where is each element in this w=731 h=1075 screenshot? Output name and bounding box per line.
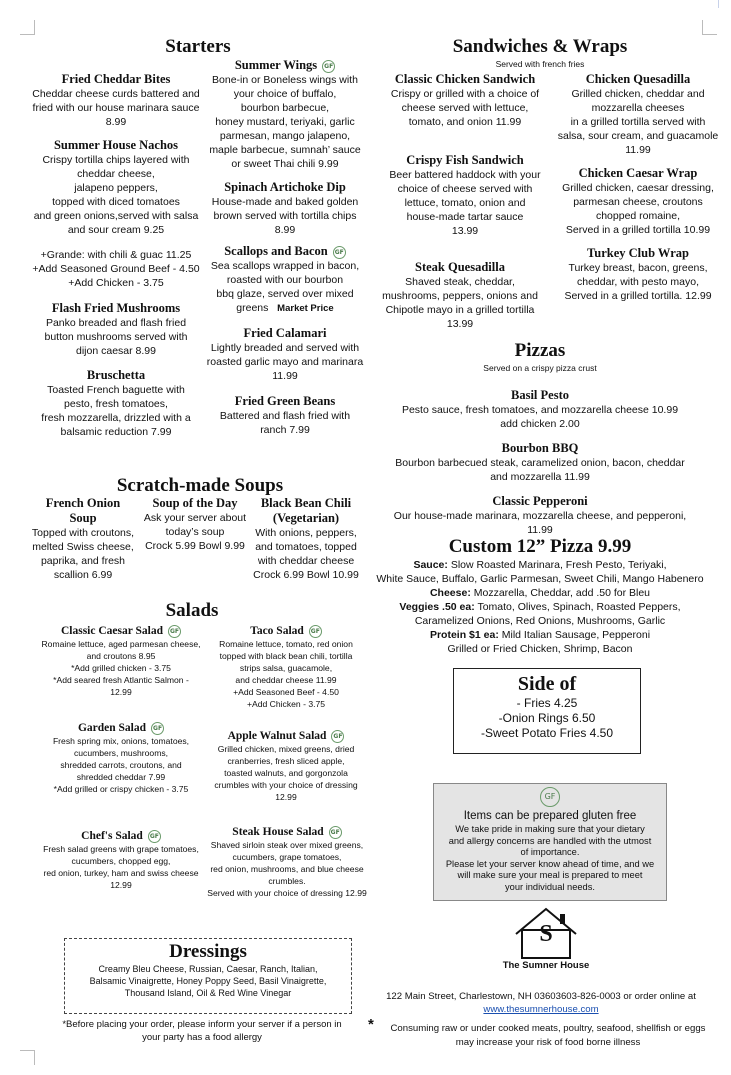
item-desc-line: With onions, peppers, — [255, 527, 357, 539]
item-name: Chicken Quesadilla — [585, 72, 691, 86]
item-desc-line: 13.99 — [446, 318, 474, 330]
soup-item — [250, 496, 362, 582]
item-name: Steak House Salad — [232, 826, 324, 839]
item-desc-line: in a grilled tortilla served with — [570, 116, 706, 128]
item-desc-line: honey mustard, teriyaki, garlic — [215, 116, 355, 128]
gluten-free-line: and allergy concerns are handled with the utmost — [448, 835, 652, 846]
item-desc-line: Chipotle mayo in a grilled tortilla — [385, 304, 535, 316]
item-desc-line: shredded carrots, croutons, and — [60, 760, 182, 770]
item-name: Classic Pepperoni — [492, 494, 588, 508]
item-desc-line: Grilled chicken, caesar dressing, — [562, 182, 714, 194]
item-name: Turkey Club Wrap — [587, 246, 689, 260]
item-name-line: French Onion — [45, 496, 121, 510]
veggies-row — [376, 600, 704, 614]
item-desc-line: bbq glaze, served over mixed — [216, 288, 354, 300]
item-desc-line: topped with black bean chili, tortilla — [219, 651, 353, 661]
crop-mark-top-right — [702, 20, 717, 35]
item-desc-line: Pesto sauce, fresh tomatoes, and mozzarella cheese 10.99 — [401, 404, 679, 416]
pizzas-subheading: Served on a crispy pizza crust — [483, 363, 597, 373]
item-desc-line: mozzarella cheeses — [591, 102, 685, 114]
item-desc-line: cucumbers, grape tomatoes, — [232, 852, 342, 862]
item-desc-line: and tomatoes, topped — [255, 541, 357, 553]
item-desc-line: Grilled chicken, cheddar and — [571, 88, 705, 100]
item-desc-line: salsa, sour cream, and guacamole — [557, 130, 719, 142]
gluten-free-icon: GF — [309, 625, 322, 638]
item-name: Chicken Caesar Wrap — [578, 166, 698, 180]
item-name: Spinach Artichoke Dip — [224, 180, 346, 194]
dressings-line: Thousand Island, Oil & Red Wine Vinegar — [124, 988, 292, 998]
item-desc-line: or sweet Thai chili 9.99 — [231, 158, 339, 170]
item-desc-line: chopped romaine, — [595, 210, 681, 222]
item-desc-line: Topped with croutons, — [31, 527, 135, 539]
item-desc-line: and green onions,served with salsa — [33, 210, 199, 222]
item-name: Taco Salad — [250, 625, 304, 638]
item-desc-line: Battered and flash fried with — [219, 410, 351, 422]
item-name: Garden Salad — [77, 722, 147, 735]
item-desc-line: Lightly breaded and served with — [210, 342, 360, 354]
item-desc-line: and sour cream 9.25 — [67, 224, 165, 236]
protein-label: Protein $1 ea: — [429, 629, 499, 641]
gluten-free-line: We take pride in making sure that your dietary — [455, 824, 645, 834]
warning-line: Consuming raw or under cooked meats, poultry, seafood, shellfish or eggs — [390, 1023, 706, 1034]
item-desc-line: cucumbers, chopped egg, — [71, 856, 171, 866]
side-item: -Onion Rings 6.50 — [498, 711, 596, 725]
item-desc-line: maple barbecue, sumnah’ sauce — [209, 144, 361, 156]
sandwich-item — [380, 72, 550, 129]
page-edge-mark — [718, 0, 719, 8]
salad-item — [204, 826, 370, 899]
item-desc-line: 8.99 — [105, 116, 127, 128]
salad-item — [206, 730, 366, 803]
nachos-addons — [26, 248, 206, 290]
item-name-line: (Vegetarian) — [272, 511, 340, 525]
item-desc-line: Turkey breast, bacon, greens, — [568, 262, 708, 274]
item-desc-line: with cheddar cheese — [257, 555, 355, 567]
item-desc-line: and cheddar cheese 11.99 — [235, 675, 337, 685]
dressings-line: Balsamic Vinaigrette, Honey Poppy Seed, Basil Vinaigrette, — [89, 976, 327, 986]
item-desc-line: Fresh salad greens with grape tomatoes, — [43, 844, 199, 854]
item-desc-line: today’s soup — [165, 526, 225, 538]
menu-item — [205, 58, 365, 171]
item-name: Classic Chicken Sandwich — [394, 72, 536, 86]
dressings-heading: Dressings — [169, 941, 247, 962]
salad-item — [36, 722, 206, 795]
item-desc-line: 13.99 — [451, 225, 479, 237]
item-desc-line: Served in a grilled tortilla. 12.99 — [564, 290, 712, 302]
item-desc-line: fresh mozzarella, drizzled with a — [41, 412, 191, 424]
item-desc-line: parmesan cheese, croutons — [573, 196, 703, 208]
item-desc-line: and croutons 8.95 — [86, 651, 156, 661]
menu-item — [26, 301, 206, 358]
item-desc-line: add chicken 2.00 — [500, 418, 580, 430]
item-desc-line: cheddar, with pesto mayo, — [577, 276, 699, 288]
item-name: Chef's Salad — [81, 830, 143, 843]
item-desc-line: Shaved steak, cheddar, — [405, 276, 515, 288]
item-name-line: Soup — [69, 511, 97, 525]
item-desc-line: +Add Seasoned Beef - 4.50 — [233, 687, 339, 697]
item-name: Basil Pesto — [511, 388, 569, 402]
item-desc-line: *Add grilled chicken - 3.75 — [71, 663, 171, 673]
item-desc-line: Panko breaded and flash fried — [45, 317, 187, 329]
item-desc-line: 11.99 — [625, 144, 651, 156]
item-name: Summer House Nachos — [53, 138, 179, 152]
soups-heading: Scratch-made Soups — [116, 475, 284, 496]
gluten-free-icon: GF — [329, 826, 342, 839]
item-desc-line: Romaine lettuce, aged parmesan cheese, — [41, 639, 201, 649]
crop-mark-bottom-left — [20, 1050, 35, 1065]
sauce-label: Sauce: — [413, 559, 448, 571]
item-name: Bourbon BBQ — [501, 441, 579, 455]
veggies-options: Tomato, Olives, Spinach, Roasted Peppers, — [477, 601, 681, 613]
logo-name: The Sumner House — [502, 960, 590, 971]
item-desc-line: house-made tartar sauce — [406, 211, 524, 223]
sandwich-item — [545, 246, 731, 303]
salad-item — [36, 830, 206, 891]
item-desc-line: 8.99 — [274, 224, 296, 236]
sauce-options: Slow Roasted Marinara, Fresh Pesto, Teriyaki, — [450, 559, 667, 571]
address-line: 122 Main Street, Charlestown, NH 03603603-826-0003 or order online at — [386, 991, 696, 1002]
allergy-note-line: *Before placing your order, please inform your server if a person in — [62, 1019, 342, 1030]
asterisk-mark: * — [368, 1016, 374, 1033]
market-price: Market Price — [277, 303, 334, 314]
cheese-label: Cheese: — [429, 587, 471, 599]
item-name-row — [205, 58, 365, 73]
salad-item — [206, 625, 366, 710]
item-name-row — [36, 722, 206, 735]
item-desc-line: Toasted French baguette with — [47, 384, 185, 396]
gluten-free-title: Items can be prepared gluten free — [463, 810, 637, 822]
item-desc-line: your choice of buffalo, — [233, 88, 337, 100]
sauce-options-cont: White Sauce, Buffalo, Garlic Parmesan, Sweet Chili, Mango Habenero — [376, 573, 704, 585]
item-desc-line: 12.99 — [110, 880, 132, 890]
veggies-options-cont: Caramelized Onions, Red Onions, Mushrooms, Garlic — [414, 615, 666, 627]
allergy-note — [26, 1018, 378, 1044]
item-desc-line: roasted with our bourbon — [226, 274, 344, 286]
item-name: Flash Fried Mushrooms — [51, 301, 181, 315]
dressings-box — [64, 938, 352, 1014]
item-name-row — [206, 625, 366, 638]
gluten-free-info-box — [433, 783, 667, 901]
salads-heading: Salads — [165, 600, 219, 621]
sandwich-item — [545, 166, 731, 237]
item-name-row — [206, 730, 366, 743]
sandwiches-subheading: Served with french fries — [495, 59, 585, 69]
item-desc-line: topped with diced tomatoes — [52, 196, 180, 208]
item-desc-line: Cheddar cheese curds battered and — [32, 88, 200, 100]
custom-pizza-heading: Custom 12” Pizza 9.99 — [448, 536, 632, 557]
item-desc-line: Romaine lettuce, tomato, red onion — [219, 639, 353, 649]
item-desc-line: ranch 7.99 — [260, 424, 310, 436]
item-name-row — [204, 826, 370, 839]
item-desc-line: strips salsa, guacamole, — [239, 663, 333, 673]
item-desc-line: Our house-made marinara, mozzarella cheese, and pepperoni, 11.99 — [393, 510, 687, 536]
item-desc-line: Served with your choice of dressing 12.99 — [207, 888, 367, 898]
protein-options: Mild Italian Sausage, Pepperoni — [501, 629, 651, 641]
pizza-item — [380, 494, 700, 537]
sandwich-item — [374, 260, 546, 331]
item-desc-line: Crock 5.99 Bowl 9.99 — [145, 540, 245, 552]
gluten-free-icon: GF — [322, 60, 335, 73]
item-desc-line: shredded cheddar 7.99 — [76, 772, 166, 782]
item-desc-line: Served in a grilled tortilla 10.99 — [565, 224, 711, 236]
warning-line: may increase your risk of food borne illness — [455, 1037, 641, 1048]
side-item: - Fries 4.25 — [516, 696, 578, 710]
item-desc-line: button mushrooms served with — [44, 331, 188, 343]
veggies-label: Veggies .50 ea: — [399, 601, 475, 613]
item-desc-line: Sea scallops wrapped in bacon, — [210, 260, 360, 272]
item-desc-line: roasted garlic mayo and marinara — [206, 356, 364, 368]
sandwich-item — [545, 72, 731, 157]
item-desc-line: crumbles. — [268, 876, 306, 886]
item-name: Crispy Fish Sandwich — [406, 153, 524, 167]
item-name: Classic Caesar Salad — [60, 625, 164, 638]
footer-address — [366, 990, 716, 1016]
website-link[interactable]: www.thesumnerhouse.com — [483, 1004, 599, 1015]
sauce-row — [376, 558, 704, 572]
allergy-note-line: your party has a food allergy — [142, 1032, 262, 1043]
sandwich-item — [380, 153, 550, 238]
addon-line: +Grande: with chili & guac 11.25 — [40, 249, 192, 261]
item-desc-line: +Add Chicken - 3.75 — [246, 699, 326, 709]
addon-line: +Add Seasoned Ground Beef - 4.50 — [32, 263, 200, 275]
cheese-options: Mozzarella, Cheddar, add .50 for Bleu — [473, 587, 651, 599]
item-desc-line: cheddar cheese, — [77, 168, 155, 180]
gluten-free-icon: GF — [168, 625, 181, 638]
item-name-line: Black Bean Chili — [260, 496, 352, 510]
item-desc-line: brown served with tortilla chips — [213, 210, 357, 222]
item-desc-line-with-price — [205, 301, 365, 316]
item-desc-line: lettuce, tomato, onion and — [404, 197, 526, 209]
pizza-item — [380, 388, 700, 431]
item-desc-line: Crispy or grilled with a choice of — [390, 88, 540, 100]
item-name: Steak Quesadilla — [415, 260, 505, 274]
item-desc-line: cucumbers, mushrooms, — [73, 748, 169, 758]
gluten-free-icon: GF — [148, 830, 161, 843]
logo-letter: S — [539, 921, 553, 947]
protein-row — [376, 628, 704, 642]
menu-item — [26, 138, 206, 237]
item-desc-line: greens — [236, 302, 269, 314]
item-desc-line: pesto, fresh tomatoes, — [64, 398, 168, 410]
menu-item — [205, 326, 365, 383]
starters-heading: Starters — [165, 36, 231, 57]
item-desc-line: Beer battered haddock with your — [389, 169, 541, 181]
gluten-free-icon: GF — [540, 787, 560, 807]
dressings-line: Creamy Bleu Cheese, Russian, Caesar, Ranch, Italian, — [98, 964, 318, 974]
item-desc-line: *Add grilled or crispy chicken - 3.75 — [53, 784, 189, 794]
item-desc-line: bourbon barbecue, — [240, 102, 330, 114]
item-desc-line: cranberries, fresh sliced apple, — [227, 756, 345, 766]
gluten-free-icon: GF — [331, 730, 344, 743]
item-desc-line: Bourbon barbecued steak, caramelized onion, bacon, cheddar — [395, 457, 685, 469]
menu-item — [205, 394, 365, 437]
side-item: -Sweet Potato Fries 4.50 — [480, 726, 614, 740]
item-desc-line: dijon caesar 8.99 — [76, 345, 156, 357]
item-name: Fried Cheddar Bites — [61, 72, 171, 86]
cheese-row — [376, 586, 704, 600]
item-name-line: Soup of the Day — [152, 496, 238, 510]
item-desc-line: Crock 6.99 Bowl 10.99 — [253, 569, 359, 581]
item-desc-line: paprika, and fresh — [40, 555, 126, 567]
item-desc-line: Bone-in or Boneless wings with — [212, 74, 358, 86]
item-name: Fried Calamari — [243, 326, 327, 340]
item-desc-line: Ask your server about — [143, 512, 247, 524]
item-desc-line: red onion, turkey, ham and swiss cheese — [43, 868, 199, 878]
item-desc-line: crumbles with your choice of dressing — [214, 780, 358, 790]
gluten-free-icon: GF — [151, 722, 164, 735]
item-name-row — [36, 625, 206, 638]
item-desc-line: and mozzarella 11.99 — [490, 471, 590, 483]
logo — [488, 906, 604, 976]
gluten-free-line: your individual needs. — [505, 881, 595, 892]
gluten-free-line: of importance. — [520, 847, 580, 857]
sandwiches-heading: Sandwiches & Wraps — [452, 36, 628, 57]
soup-item — [140, 496, 250, 553]
item-desc-line: 12.99 — [275, 792, 297, 802]
soup-item — [28, 496, 138, 582]
item-desc-line: 11.99 — [272, 370, 298, 382]
crop-mark-top-left — [20, 20, 35, 35]
item-desc-line: melted Swiss cheese, — [32, 541, 134, 553]
item-desc-line: Crispy tortilla chips layered with — [42, 154, 190, 166]
addon-line: +Add Chicken - 3.75 — [68, 277, 164, 289]
item-desc-line: tomato, and onion 11.99 — [408, 116, 522, 128]
item-desc-line: red onion, mushrooms, and blue cheese — [210, 864, 364, 874]
custom-pizza-options — [376, 558, 704, 656]
raw-food-warning — [380, 1022, 716, 1050]
pizzas-heading: Pizzas — [514, 340, 566, 361]
item-desc-line: scallion 6.99 — [53, 569, 113, 581]
item-desc-line: Shaved sirloin steak over mixed greens, — [210, 840, 364, 850]
item-desc-line: *Add seared fresh Atlantic Salmon - — [53, 675, 189, 685]
item-desc-line: Fresh spring mix, onions, tomatoes, — [52, 736, 190, 746]
gluten-free-line: Please let your server know ahead of time, and we — [445, 858, 655, 869]
item-desc-line: jalapeno peppers, — [74, 182, 158, 194]
menu-item — [205, 180, 365, 237]
side-of-heading: Side of — [517, 673, 577, 695]
menu-item — [26, 368, 206, 439]
item-desc-line: toasted walnuts, and gorgonzola — [224, 768, 348, 778]
item-name-row — [205, 244, 365, 259]
item-desc-line: cheese served with lettuce, — [401, 102, 529, 114]
item-name: Bruschetta — [86, 368, 146, 382]
item-name: Apple Walnut Salad — [227, 730, 327, 743]
item-name: Fried Green Beans — [234, 394, 336, 408]
side-of-box — [453, 668, 641, 754]
item-desc-line: House-made and baked golden — [211, 196, 359, 208]
gluten-free-icon: GF — [333, 246, 346, 259]
pizza-item — [380, 441, 700, 484]
item-desc-line: choice of cheese served with — [397, 183, 533, 195]
item-desc-line: balsamic reduction 7.99 — [60, 426, 172, 438]
item-desc-line: fried with our house marinara sauce — [32, 102, 200, 114]
salad-item — [36, 625, 206, 698]
menu-item — [205, 244, 365, 316]
item-desc-line: Grilled chicken, mixed greens, dried — [217, 744, 355, 754]
item-desc-line: 12.99 — [110, 687, 132, 697]
item-desc-line: parmesan, mango jalapeno, — [219, 130, 351, 142]
item-desc-line: mushrooms, peppers, onions and — [382, 290, 538, 302]
gluten-free-line: will make sure your meal is prepared to meet — [457, 870, 643, 880]
menu-item — [26, 72, 206, 129]
protein-options-cont: Grilled or Fried Chicken, Shrimp, Bacon — [447, 643, 633, 655]
item-name-row — [36, 830, 206, 843]
item-name: Scallops and Bacon — [224, 244, 328, 258]
item-name: Summer Wings — [234, 58, 318, 72]
